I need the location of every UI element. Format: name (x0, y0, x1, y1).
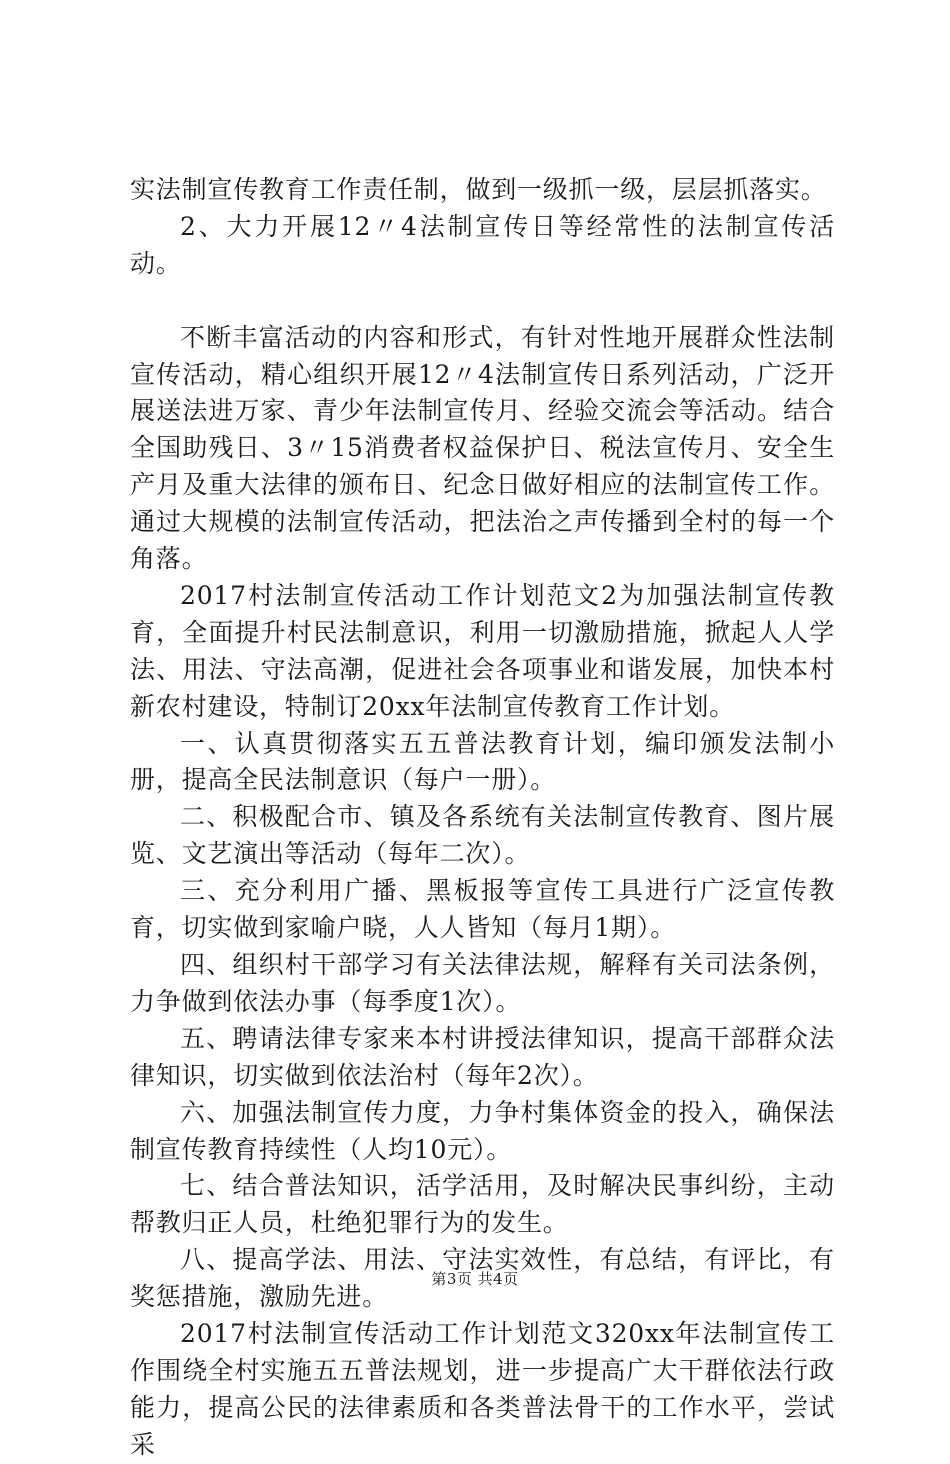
paragraph-10: 五、聘请法律专家来本村讲授法律知识，提高干部群众法律知识，切实做到依法治村（每年2次）。 (130, 1023, 835, 1090)
paragraph-4: 不断丰富活动的内容和形式，有针对性地开展群众性法制宣传活动，精心组织开展12〃4法制宣传日系列活动，广泛开展送法进万家、青少年法制宣传月、经验交流会等活动。结合全国助残日、3〃15消费者权益保护日、税法宣传月、安全生产月及重大法律的颁布日、纪念日做好相应的法制宣传工作。通过大规模的法制宣传活动，把法治之声传播到全村的每一个角落。 (130, 322, 835, 574)
paragraph-1: 实法制宣传教育工作责任制，做到一级抓一级，层层抓落实。 (130, 175, 827, 204)
page-number-label: 第3页 共4页 (431, 1270, 519, 1288)
paragraph-14: 2017村法制宣传活动工作计划范文320xx年法制宣传工作围绕全村实施五五普法规划，进一步提高广大干群依法行政能力，提高公民的法律素质和各类普法骨干的工作水平，尝试采 (130, 1319, 835, 1459)
paragraph-12: 七、结合普法知识，活学活用，及时解决民事纠纷，主动帮教归正人员，杜绝犯罪行为的发生。 (130, 1171, 835, 1238)
paragraph-5: 2017村法制宣传活动工作计划范文2为加强法制宣传教育，全面提升村民法制意识，利用一切激励措施，掀起人人学法、用法、守法高潮，促进社会各项事业和谐发展，加快本村新农村建设，特制订20xx年法制宣传教育工作计划。 (130, 580, 835, 721)
paragraph-7: 二、积极配合市、镇及各系统有关法制宣传教育、图片展览、文艺演出等活动（每年二次）。 (130, 802, 835, 869)
paragraph-6: 一、认真贯彻落实五五普法教育计划，编印颁发法制小册，提高全民法制意识（每户一册）。 (130, 728, 835, 795)
paragraph-11: 六、加强法制宣传力度，力争村集体资金的投入，确保法制宣传教育持续性（人均10元）。 (130, 1097, 835, 1164)
paragraph-8: 三、充分利用广播、黑板报等宣传工具进行广泛宣传教育，切实做到家喻户晓，人人皆知（每月1期）。 (130, 876, 835, 943)
paragraph-gap (130, 283, 835, 320)
paragraph-9: 四、组织村干部学习有关法律法规，解释有关司法条例，力争做到依法办事（每季度1次）。 (130, 950, 835, 1016)
paragraph-13: 八、提高学法、用法、守法实效性，有总结，有评比，有奖惩措施，激励先进。 (130, 1245, 835, 1312)
paragraph-2: 2、大力开展12〃4法制宣传日等经常性的法制宣传活动。 (130, 211, 835, 278)
page-footer (0, 1268, 950, 1289)
